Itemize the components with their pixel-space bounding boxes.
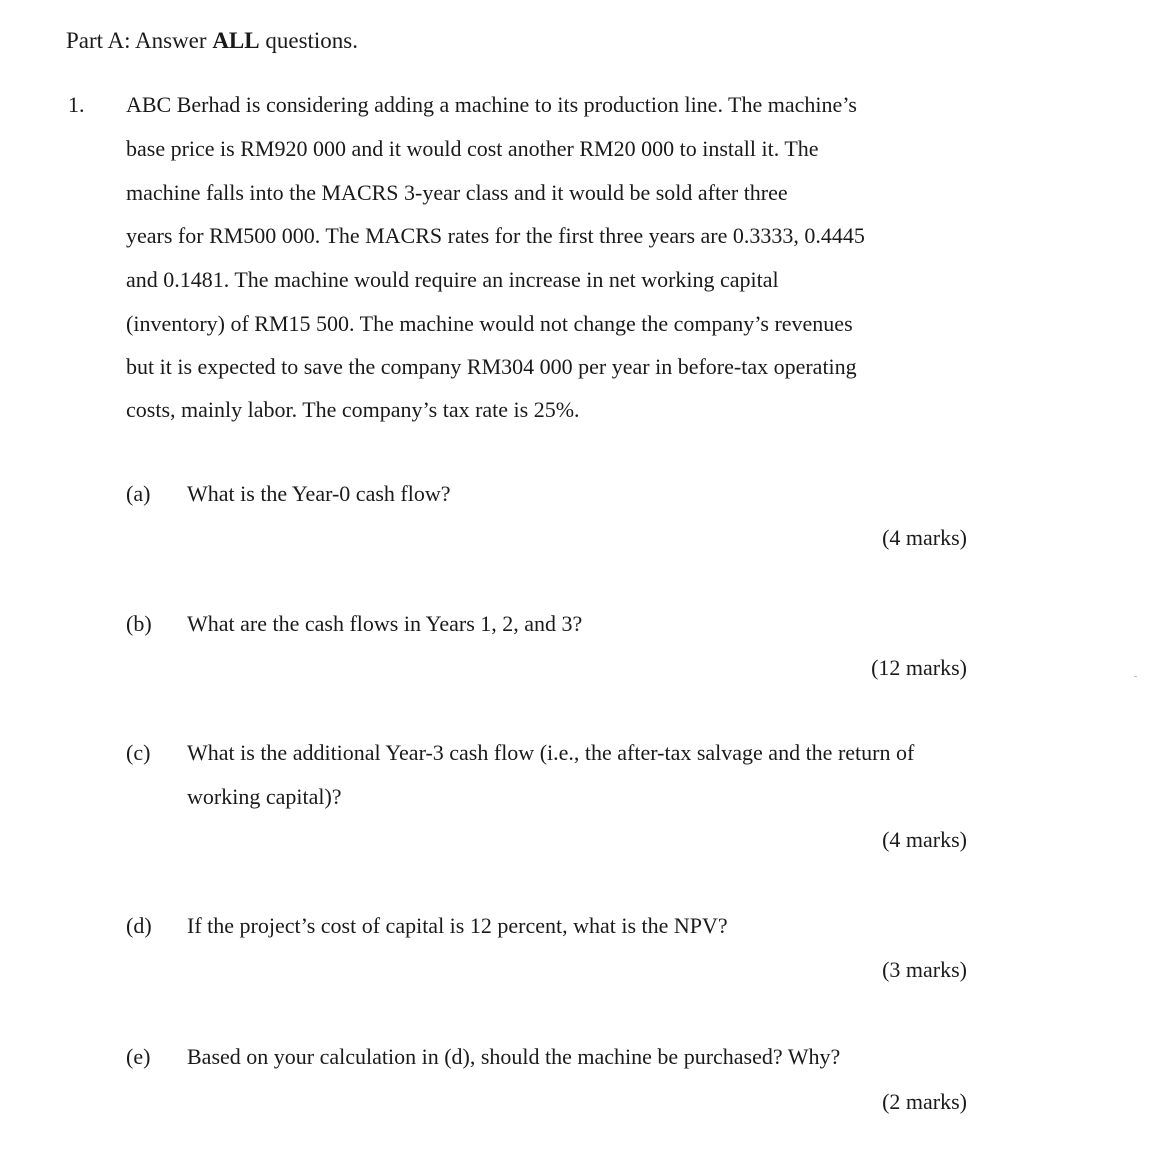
scan-artifact <box>1134 676 1137 677</box>
section-heading <box>66 26 358 56</box>
stem-line: machine falls into the MACRS 3-year class and it would be sold after three <box>126 180 788 205</box>
sub-question-text: What is the Year-0 cash flow? <box>187 481 451 506</box>
marks-e: (2 marks) <box>882 1089 967 1114</box>
sub-question-label: (a) <box>126 481 151 506</box>
sub-question-label: (e) <box>126 1044 151 1069</box>
stem-line: but it is expected to save the company RM304 000 per year in before-tax operating <box>126 354 857 379</box>
stem-line: (inventory) of RM15 500. The machine would not change the company’s revenues <box>126 311 853 336</box>
stem-line: ABC Berhad is considering adding a machine to its production line. The machine’s <box>126 92 857 117</box>
sub-question-text: If the project’s cost of capital is 12 percent, what is the NPV? <box>187 913 728 938</box>
sub-question-label: (d) <box>126 913 152 938</box>
stem-line: base price is RM920 000 and it would cost another RM20 000 to install it. The <box>126 136 819 161</box>
sub-question-label: (b) <box>126 611 152 636</box>
stem-line: years for RM500 000. The MACRS rates for the first three years are 0.3333, 0.4445 <box>126 223 865 248</box>
heading-suffix: questions. <box>259 28 358 53</box>
sub-question-text: What is the additional Year-3 cash flow (i.e., the after-tax salvage and the return of working capital)? <box>187 740 915 809</box>
marks-c: (4 marks) <box>882 827 967 852</box>
sub-question-label: (c) <box>126 740 151 765</box>
marks-d: (3 marks) <box>882 957 967 982</box>
heading-emphasis: ALL <box>212 28 260 53</box>
question-number: 1. <box>68 92 85 117</box>
sub-question-text: Based on your calculation in (d), should the machine be purchased? Why? <box>187 1044 841 1069</box>
stem-line: costs, mainly labor. The company’s tax rate is 25%. <box>126 397 580 422</box>
marks-a: (4 marks) <box>882 525 967 550</box>
stem-line: and 0.1481. The machine would require an increase in net working capital <box>126 267 779 292</box>
marks-b: (12 marks) <box>871 655 967 680</box>
heading-prefix: Part A: Answer <box>66 28 213 53</box>
sub-question-text: What are the cash flows in Years 1, 2, and 3? <box>187 611 583 636</box>
